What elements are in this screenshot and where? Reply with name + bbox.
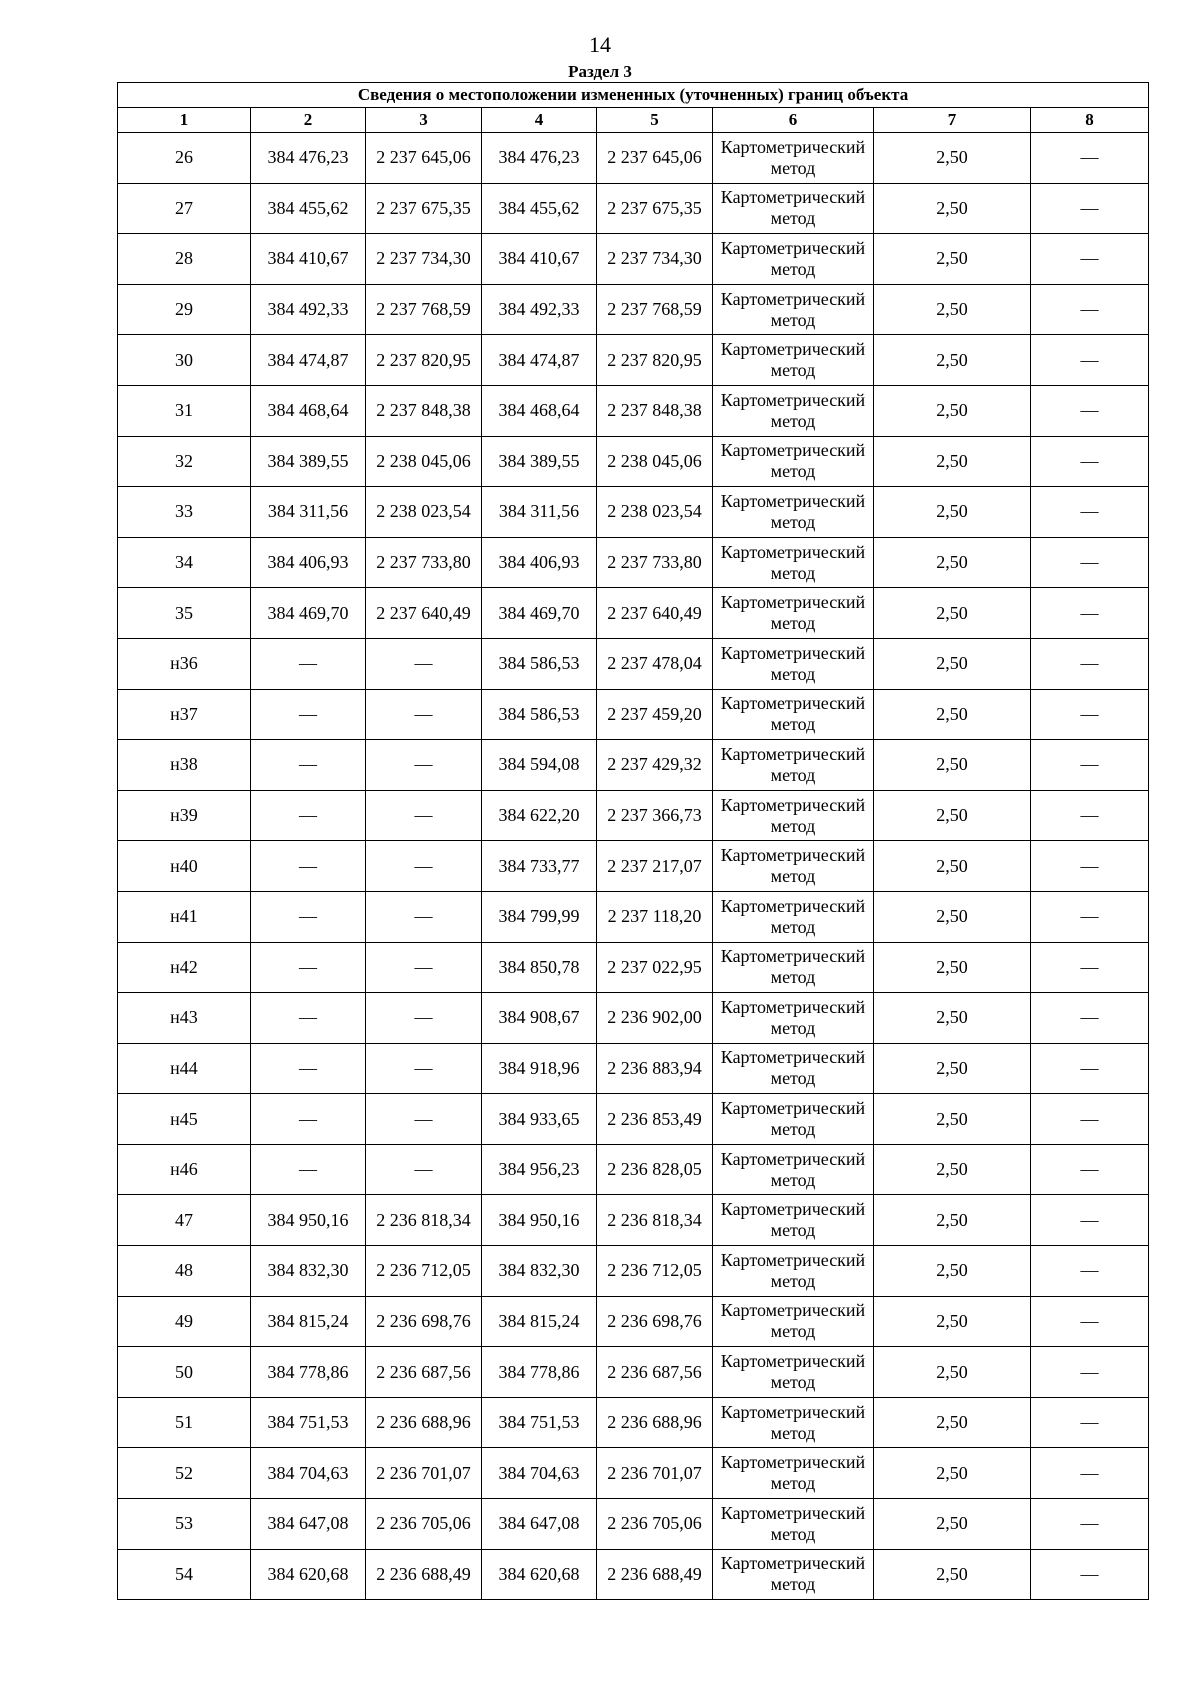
point-id-cell: 34 <box>118 537 251 588</box>
accuracy-cell: 2,50 <box>874 1094 1031 1145</box>
table-row <box>118 1094 1149 1145</box>
new-x-cell: 384 751,53 <box>482 1397 597 1448</box>
new-x-cell: 384 933,65 <box>482 1094 597 1145</box>
description-cell: — <box>1031 234 1149 285</box>
existing-y-cell: — <box>366 942 482 993</box>
description-cell: — <box>1031 1499 1149 1550</box>
point-id-cell: 54 <box>118 1549 251 1600</box>
new-x-cell: 384 832,30 <box>482 1246 597 1297</box>
existing-x-cell: 384 751,53 <box>251 1397 366 1448</box>
point-id-cell: н37 <box>118 689 251 740</box>
new-x-cell: 384 620,68 <box>482 1549 597 1600</box>
method-cell: Картометрический метод <box>713 1347 874 1398</box>
point-id-cell: 32 <box>118 436 251 487</box>
new-x-cell: 384 311,56 <box>482 487 597 538</box>
existing-x-cell: — <box>251 942 366 993</box>
existing-y-cell: 2 237 675,35 <box>366 183 482 234</box>
new-x-cell: 384 469,70 <box>482 588 597 639</box>
description-cell: — <box>1031 1549 1149 1600</box>
accuracy-cell: 2,50 <box>874 1499 1031 1550</box>
table-row <box>118 790 1149 841</box>
method-cell: Картометрический метод <box>713 1094 874 1145</box>
point-id-cell: н38 <box>118 740 251 791</box>
point-id-cell: 52 <box>118 1448 251 1499</box>
existing-y-cell: 2 237 820,95 <box>366 335 482 386</box>
new-y-cell: 2 236 828,05 <box>597 1144 713 1195</box>
method-cell: Картометрический метод <box>713 942 874 993</box>
point-id-cell: 49 <box>118 1296 251 1347</box>
accuracy-cell: 2,50 <box>874 284 1031 335</box>
new-x-cell: 384 594,08 <box>482 740 597 791</box>
accuracy-cell: 2,50 <box>874 1347 1031 1398</box>
description-cell: — <box>1031 638 1149 689</box>
table-row <box>118 284 1149 335</box>
new-y-cell: 2 236 701,07 <box>597 1448 713 1499</box>
existing-y-cell: 2 236 688,49 <box>366 1549 482 1600</box>
accuracy-cell: 2,50 <box>874 993 1031 1044</box>
new-x-cell: 384 647,08 <box>482 1499 597 1550</box>
point-id-cell: 26 <box>118 133 251 184</box>
method-cell: Картометрический метод <box>713 1195 874 1246</box>
point-id-cell: 30 <box>118 335 251 386</box>
column-number: 6 <box>713 108 874 133</box>
description-cell: — <box>1031 740 1149 791</box>
new-x-cell: 384 918,96 <box>482 1043 597 1094</box>
method-cell: Картометрический метод <box>713 133 874 184</box>
method-cell: Картометрический метод <box>713 588 874 639</box>
new-y-cell: 2 236 698,76 <box>597 1296 713 1347</box>
method-cell: Картометрический метод <box>713 436 874 487</box>
table-row <box>118 335 1149 386</box>
accuracy-cell: 2,50 <box>874 689 1031 740</box>
accuracy-cell: 2,50 <box>874 1448 1031 1499</box>
new-x-cell: 384 492,33 <box>482 284 597 335</box>
new-y-cell: 2 237 733,80 <box>597 537 713 588</box>
column-number-row <box>118 108 1149 133</box>
existing-x-cell: 384 410,67 <box>251 234 366 285</box>
existing-x-cell: — <box>251 1094 366 1145</box>
description-cell: — <box>1031 385 1149 436</box>
accuracy-cell: 2,50 <box>874 234 1031 285</box>
description-cell: — <box>1031 436 1149 487</box>
new-y-cell: 2 237 848,38 <box>597 385 713 436</box>
accuracy-cell: 2,50 <box>874 1246 1031 1297</box>
description-cell: — <box>1031 133 1149 184</box>
new-x-cell: 384 850,78 <box>482 942 597 993</box>
method-cell: Картометрический метод <box>713 234 874 285</box>
point-id-cell: н39 <box>118 790 251 841</box>
new-y-cell: 2 237 675,35 <box>597 183 713 234</box>
table-row <box>118 588 1149 639</box>
new-y-cell: 2 236 818,34 <box>597 1195 713 1246</box>
existing-y-cell: 2 236 688,96 <box>366 1397 482 1448</box>
table-row <box>118 133 1149 184</box>
description-cell: — <box>1031 1296 1149 1347</box>
method-cell: Картометрический метод <box>713 638 874 689</box>
point-id-cell: 29 <box>118 284 251 335</box>
page-number: 14 <box>589 32 611 57</box>
new-y-cell: 2 236 688,96 <box>597 1397 713 1448</box>
point-id-cell: н46 <box>118 1144 251 1195</box>
method-cell: Картометрический метод <box>713 689 874 740</box>
point-id-cell: 28 <box>118 234 251 285</box>
existing-y-cell: — <box>366 790 482 841</box>
accuracy-cell: 2,50 <box>874 1296 1031 1347</box>
existing-y-cell: — <box>366 841 482 892</box>
description-cell: — <box>1031 1246 1149 1297</box>
existing-x-cell: 384 474,87 <box>251 335 366 386</box>
method-cell: Картометрический метод <box>713 537 874 588</box>
column-number: 2 <box>251 108 366 133</box>
description-cell: — <box>1031 942 1149 993</box>
accuracy-cell: 2,50 <box>874 1144 1031 1195</box>
existing-y-cell: — <box>366 1144 482 1195</box>
method-cell: Картометрический метод <box>713 841 874 892</box>
accuracy-cell: 2,50 <box>874 487 1031 538</box>
existing-x-cell: 384 406,93 <box>251 537 366 588</box>
existing-x-cell: — <box>251 689 366 740</box>
point-id-cell: н40 <box>118 841 251 892</box>
description-cell: — <box>1031 891 1149 942</box>
existing-x-cell: 384 468,64 <box>251 385 366 436</box>
new-y-cell: 2 238 045,06 <box>597 436 713 487</box>
new-y-cell: 2 237 459,20 <box>597 689 713 740</box>
existing-x-cell: — <box>251 891 366 942</box>
description-cell: — <box>1031 1347 1149 1398</box>
accuracy-cell: 2,50 <box>874 436 1031 487</box>
table-row <box>118 993 1149 1044</box>
accuracy-cell: 2,50 <box>874 790 1031 841</box>
point-id-cell: 48 <box>118 1246 251 1297</box>
table-row <box>118 740 1149 791</box>
table-row <box>118 1043 1149 1094</box>
description-cell: — <box>1031 1144 1149 1195</box>
accuracy-cell: 2,50 <box>874 335 1031 386</box>
existing-y-cell: 2 236 818,34 <box>366 1195 482 1246</box>
method-cell: Картометрический метод <box>713 335 874 386</box>
method-cell: Картометрический метод <box>713 790 874 841</box>
column-number: 5 <box>597 108 713 133</box>
new-y-cell: 2 238 023,54 <box>597 487 713 538</box>
existing-x-cell: 384 778,86 <box>251 1347 366 1398</box>
method-cell: Картометрический метод <box>713 183 874 234</box>
new-x-cell: 384 704,63 <box>482 1448 597 1499</box>
accuracy-cell: 2,50 <box>874 537 1031 588</box>
existing-y-cell: — <box>366 689 482 740</box>
description-cell: — <box>1031 487 1149 538</box>
new-x-cell: 384 956,23 <box>482 1144 597 1195</box>
new-y-cell: 2 237 366,73 <box>597 790 713 841</box>
description-cell: — <box>1031 1195 1149 1246</box>
new-x-cell: 384 476,23 <box>482 133 597 184</box>
new-y-cell: 2 236 687,56 <box>597 1347 713 1398</box>
method-cell: Картометрический метод <box>713 1549 874 1600</box>
column-number: 8 <box>1031 108 1149 133</box>
accuracy-cell: 2,50 <box>874 891 1031 942</box>
table-row <box>118 942 1149 993</box>
new-y-cell: 2 237 768,59 <box>597 284 713 335</box>
new-y-cell: 2 236 883,94 <box>597 1043 713 1094</box>
accuracy-cell: 2,50 <box>874 385 1031 436</box>
new-x-cell: 384 950,16 <box>482 1195 597 1246</box>
existing-x-cell: 384 389,55 <box>251 436 366 487</box>
point-id-cell: 27 <box>118 183 251 234</box>
method-cell: Картометрический метод <box>713 1043 874 1094</box>
existing-x-cell: — <box>251 1043 366 1094</box>
table-row <box>118 385 1149 436</box>
new-y-cell: 2 236 902,00 <box>597 993 713 1044</box>
new-x-cell: 384 406,93 <box>482 537 597 588</box>
table-row <box>118 1347 1149 1398</box>
table-row <box>118 1549 1149 1600</box>
method-cell: Картометрический метод <box>713 993 874 1044</box>
existing-x-cell: 384 476,23 <box>251 133 366 184</box>
new-x-cell: 384 455,62 <box>482 183 597 234</box>
column-number: 4 <box>482 108 597 133</box>
description-cell: — <box>1031 1094 1149 1145</box>
new-x-cell: 384 778,86 <box>482 1347 597 1398</box>
new-y-cell: 2 236 712,05 <box>597 1246 713 1297</box>
table-row <box>118 537 1149 588</box>
column-number: 7 <box>874 108 1031 133</box>
description-cell: — <box>1031 1043 1149 1094</box>
existing-x-cell: 384 455,62 <box>251 183 366 234</box>
existing-y-cell: 2 236 701,07 <box>366 1448 482 1499</box>
existing-y-cell: 2 238 045,06 <box>366 436 482 487</box>
table-row <box>118 1246 1149 1297</box>
existing-y-cell: 2 237 733,80 <box>366 537 482 588</box>
method-cell: Картометрический метод <box>713 740 874 791</box>
point-id-cell: н42 <box>118 942 251 993</box>
table-row <box>118 487 1149 538</box>
new-x-cell: 384 586,53 <box>482 689 597 740</box>
boundary-coordinates-table <box>117 82 1149 1600</box>
description-cell: — <box>1031 993 1149 1044</box>
existing-x-cell: 384 815,24 <box>251 1296 366 1347</box>
table-row <box>118 638 1149 689</box>
accuracy-cell: 2,50 <box>874 841 1031 892</box>
existing-x-cell: 384 832,30 <box>251 1246 366 1297</box>
table-row <box>118 1448 1149 1499</box>
existing-y-cell: 2 236 698,76 <box>366 1296 482 1347</box>
new-y-cell: 2 237 645,06 <box>597 133 713 184</box>
method-cell: Картометрический метод <box>713 385 874 436</box>
existing-y-cell: — <box>366 891 482 942</box>
method-cell: Картометрический метод <box>713 891 874 942</box>
point-id-cell: 50 <box>118 1347 251 1398</box>
method-cell: Картометрический метод <box>713 284 874 335</box>
table-row <box>118 841 1149 892</box>
point-id-cell: н45 <box>118 1094 251 1145</box>
accuracy-cell: 2,50 <box>874 133 1031 184</box>
existing-x-cell: 384 492,33 <box>251 284 366 335</box>
description-cell: — <box>1031 1397 1149 1448</box>
point-id-cell: 53 <box>118 1499 251 1550</box>
accuracy-cell: 2,50 <box>874 942 1031 993</box>
existing-x-cell: — <box>251 993 366 1044</box>
description-cell: — <box>1031 1448 1149 1499</box>
accuracy-cell: 2,50 <box>874 183 1031 234</box>
point-id-cell: н44 <box>118 1043 251 1094</box>
point-id-cell: н36 <box>118 638 251 689</box>
new-y-cell: 2 237 734,30 <box>597 234 713 285</box>
existing-x-cell: — <box>251 1144 366 1195</box>
new-x-cell: 384 410,67 <box>482 234 597 285</box>
existing-y-cell: 2 237 734,30 <box>366 234 482 285</box>
description-cell: — <box>1031 790 1149 841</box>
new-x-cell: 384 468,64 <box>482 385 597 436</box>
existing-y-cell: 2 237 645,06 <box>366 133 482 184</box>
method-cell: Картометрический метод <box>713 1246 874 1297</box>
new-y-cell: 2 237 022,95 <box>597 942 713 993</box>
existing-y-cell: — <box>366 1043 482 1094</box>
new-y-cell: 2 236 688,49 <box>597 1549 713 1600</box>
existing-y-cell: — <box>366 1094 482 1145</box>
point-id-cell: 35 <box>118 588 251 639</box>
description-cell: — <box>1031 335 1149 386</box>
method-cell: Картометрический метод <box>713 1144 874 1195</box>
existing-x-cell: 384 620,68 <box>251 1549 366 1600</box>
existing-x-cell: 384 950,16 <box>251 1195 366 1246</box>
point-id-cell: 51 <box>118 1397 251 1448</box>
new-x-cell: 384 389,55 <box>482 436 597 487</box>
accuracy-cell: 2,50 <box>874 1549 1031 1600</box>
table-row <box>118 1195 1149 1246</box>
method-cell: Картометрический метод <box>713 1397 874 1448</box>
existing-x-cell: — <box>251 841 366 892</box>
existing-x-cell: — <box>251 638 366 689</box>
new-x-cell: 384 733,77 <box>482 841 597 892</box>
existing-y-cell: 2 237 848,38 <box>366 385 482 436</box>
description-cell: — <box>1031 537 1149 588</box>
new-y-cell: 2 237 118,20 <box>597 891 713 942</box>
method-cell: Картометрический метод <box>713 1499 874 1550</box>
point-id-cell: 31 <box>118 385 251 436</box>
table-caption: Сведения о местоположении измененных (уточненных) границ объекта <box>118 83 1149 108</box>
existing-x-cell: — <box>251 740 366 791</box>
new-y-cell: 2 237 640,49 <box>597 588 713 639</box>
method-cell: Картометрический метод <box>713 1296 874 1347</box>
existing-y-cell: 2 237 640,49 <box>366 588 482 639</box>
existing-y-cell: — <box>366 993 482 1044</box>
column-number: 3 <box>366 108 482 133</box>
accuracy-cell: 2,50 <box>874 1043 1031 1094</box>
method-cell: Картометрический метод <box>713 487 874 538</box>
table-row <box>118 436 1149 487</box>
existing-y-cell: 2 236 687,56 <box>366 1347 482 1398</box>
point-id-cell: н41 <box>118 891 251 942</box>
existing-y-cell: — <box>366 740 482 791</box>
new-y-cell: 2 237 478,04 <box>597 638 713 689</box>
new-y-cell: 2 236 705,06 <box>597 1499 713 1550</box>
new-x-cell: 384 908,67 <box>482 993 597 1044</box>
table-row <box>118 1144 1149 1195</box>
new-x-cell: 384 586,53 <box>482 638 597 689</box>
table-row <box>118 183 1149 234</box>
section-title: Раздел 3 <box>568 62 632 81</box>
point-id-cell: 33 <box>118 487 251 538</box>
table-row <box>118 1397 1149 1448</box>
accuracy-cell: 2,50 <box>874 1195 1031 1246</box>
accuracy-cell: 2,50 <box>874 638 1031 689</box>
description-cell: — <box>1031 183 1149 234</box>
table-row <box>118 689 1149 740</box>
new-y-cell: 2 236 853,49 <box>597 1094 713 1145</box>
existing-x-cell: — <box>251 790 366 841</box>
existing-x-cell: 384 311,56 <box>251 487 366 538</box>
description-cell: — <box>1031 689 1149 740</box>
new-x-cell: 384 622,20 <box>482 790 597 841</box>
existing-x-cell: 384 469,70 <box>251 588 366 639</box>
existing-y-cell: 2 237 768,59 <box>366 284 482 335</box>
description-cell: — <box>1031 588 1149 639</box>
method-cell: Картометрический метод <box>713 1448 874 1499</box>
existing-y-cell: — <box>366 638 482 689</box>
table-row <box>118 891 1149 942</box>
table-row <box>118 1499 1149 1550</box>
new-y-cell: 2 237 820,95 <box>597 335 713 386</box>
accuracy-cell: 2,50 <box>874 588 1031 639</box>
table-row <box>118 234 1149 285</box>
new-y-cell: 2 237 217,07 <box>597 841 713 892</box>
description-cell: — <box>1031 284 1149 335</box>
point-id-cell: 47 <box>118 1195 251 1246</box>
accuracy-cell: 2,50 <box>874 1397 1031 1448</box>
existing-x-cell: 384 704,63 <box>251 1448 366 1499</box>
point-id-cell: н43 <box>118 993 251 1044</box>
existing-y-cell: 2 238 023,54 <box>366 487 482 538</box>
description-cell: — <box>1031 841 1149 892</box>
column-number: 1 <box>118 108 251 133</box>
existing-x-cell: 384 647,08 <box>251 1499 366 1550</box>
existing-y-cell: 2 236 705,06 <box>366 1499 482 1550</box>
new-x-cell: 384 474,87 <box>482 335 597 386</box>
new-x-cell: 384 799,99 <box>482 891 597 942</box>
existing-y-cell: 2 236 712,05 <box>366 1246 482 1297</box>
new-x-cell: 384 815,24 <box>482 1296 597 1347</box>
accuracy-cell: 2,50 <box>874 740 1031 791</box>
table-row <box>118 1296 1149 1347</box>
table-body <box>118 133 1149 1600</box>
new-y-cell: 2 237 429,32 <box>597 740 713 791</box>
